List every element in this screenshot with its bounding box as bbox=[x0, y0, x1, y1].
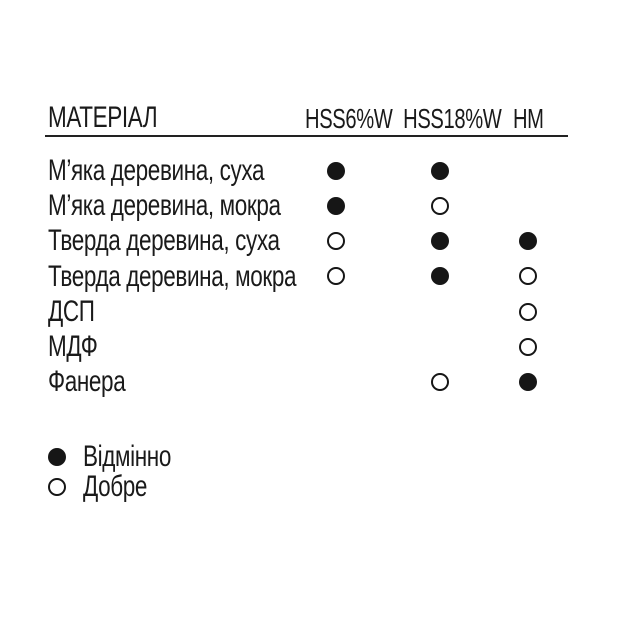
excellent-rating-dot-icon bbox=[431, 162, 449, 180]
rating-cell bbox=[384, 197, 496, 215]
column-header-hss18w-label: HSS18%W bbox=[403, 103, 502, 134]
column-header-hss6w-label: HSS6%W bbox=[305, 103, 393, 134]
excellent-rating-dot-icon bbox=[431, 232, 449, 250]
rating-cell bbox=[384, 232, 496, 250]
excellent-rating-dot-icon bbox=[327, 197, 345, 215]
rating-cell bbox=[384, 267, 496, 285]
table-row bbox=[0, 365, 630, 400]
good-rating-dot-icon bbox=[431, 373, 449, 391]
legend-label bbox=[83, 470, 168, 504]
rating-legend bbox=[0, 442, 630, 502]
legend-label-text: Відмінно bbox=[83, 440, 171, 474]
material-cell bbox=[48, 330, 288, 364]
rating-cell bbox=[496, 303, 560, 321]
good-rating-dot-icon bbox=[519, 267, 537, 285]
excellent-rating-dot-icon bbox=[519, 373, 537, 391]
material-label: Тверда деревина, суха bbox=[48, 224, 280, 258]
column-header-hm bbox=[496, 103, 560, 135]
good-rating-dot-icon bbox=[519, 338, 537, 356]
material-label: ДСП bbox=[48, 294, 95, 328]
table-row bbox=[0, 188, 630, 223]
material-column-header bbox=[48, 101, 288, 135]
material-cell bbox=[48, 154, 288, 188]
rating-cell bbox=[384, 162, 496, 180]
material-label: Тверда деревина, мокра bbox=[48, 259, 297, 293]
material-label: М’яка деревина, суха bbox=[48, 153, 265, 187]
material-column-header-label: МАТЕРІАЛ bbox=[48, 101, 158, 134]
table-rows bbox=[0, 153, 630, 400]
column-header-hm-label: HM bbox=[512, 103, 544, 134]
legend-label-text: Добре bbox=[83, 470, 148, 504]
table-header-row bbox=[0, 97, 630, 135]
material-cell bbox=[48, 224, 288, 258]
good-rating-dot-icon bbox=[519, 303, 537, 321]
material-cell bbox=[48, 259, 297, 294]
excellent-rating-dot-icon bbox=[431, 267, 449, 285]
table-row bbox=[0, 294, 630, 329]
rating-cell bbox=[288, 232, 384, 250]
table-row bbox=[0, 329, 630, 364]
excellent-rating-dot-icon bbox=[519, 232, 537, 250]
legend-item bbox=[48, 472, 630, 502]
header-divider bbox=[45, 135, 568, 137]
rating-cell bbox=[496, 267, 560, 285]
good-rating-dot-icon bbox=[327, 232, 345, 250]
legend-label bbox=[83, 440, 200, 474]
material-cell bbox=[48, 365, 288, 399]
material-label: МДФ bbox=[48, 330, 98, 364]
table-row bbox=[0, 259, 630, 294]
rating-cell bbox=[384, 373, 496, 391]
material-label: Фанера bbox=[48, 365, 126, 399]
table-row bbox=[0, 224, 630, 259]
rating-cell bbox=[496, 373, 560, 391]
column-header-hss6w bbox=[288, 103, 393, 135]
rating-cell bbox=[288, 197, 384, 215]
excellent-rating-dot-icon bbox=[327, 162, 345, 180]
empty-circle-icon bbox=[48, 478, 66, 496]
good-rating-dot-icon bbox=[327, 267, 345, 285]
rating-cell bbox=[496, 338, 560, 356]
rating-cell bbox=[288, 267, 384, 285]
rating-cell bbox=[288, 162, 384, 180]
table-row bbox=[0, 153, 630, 188]
material-cell bbox=[48, 189, 288, 223]
column-header-hss18w bbox=[384, 103, 502, 135]
filled-circle-icon bbox=[48, 448, 66, 466]
good-rating-dot-icon bbox=[431, 197, 449, 215]
material-label: М’яка деревина, мокра bbox=[48, 188, 281, 222]
rating-cell bbox=[496, 232, 560, 250]
legend-item bbox=[48, 442, 630, 472]
material-cell bbox=[48, 295, 288, 329]
